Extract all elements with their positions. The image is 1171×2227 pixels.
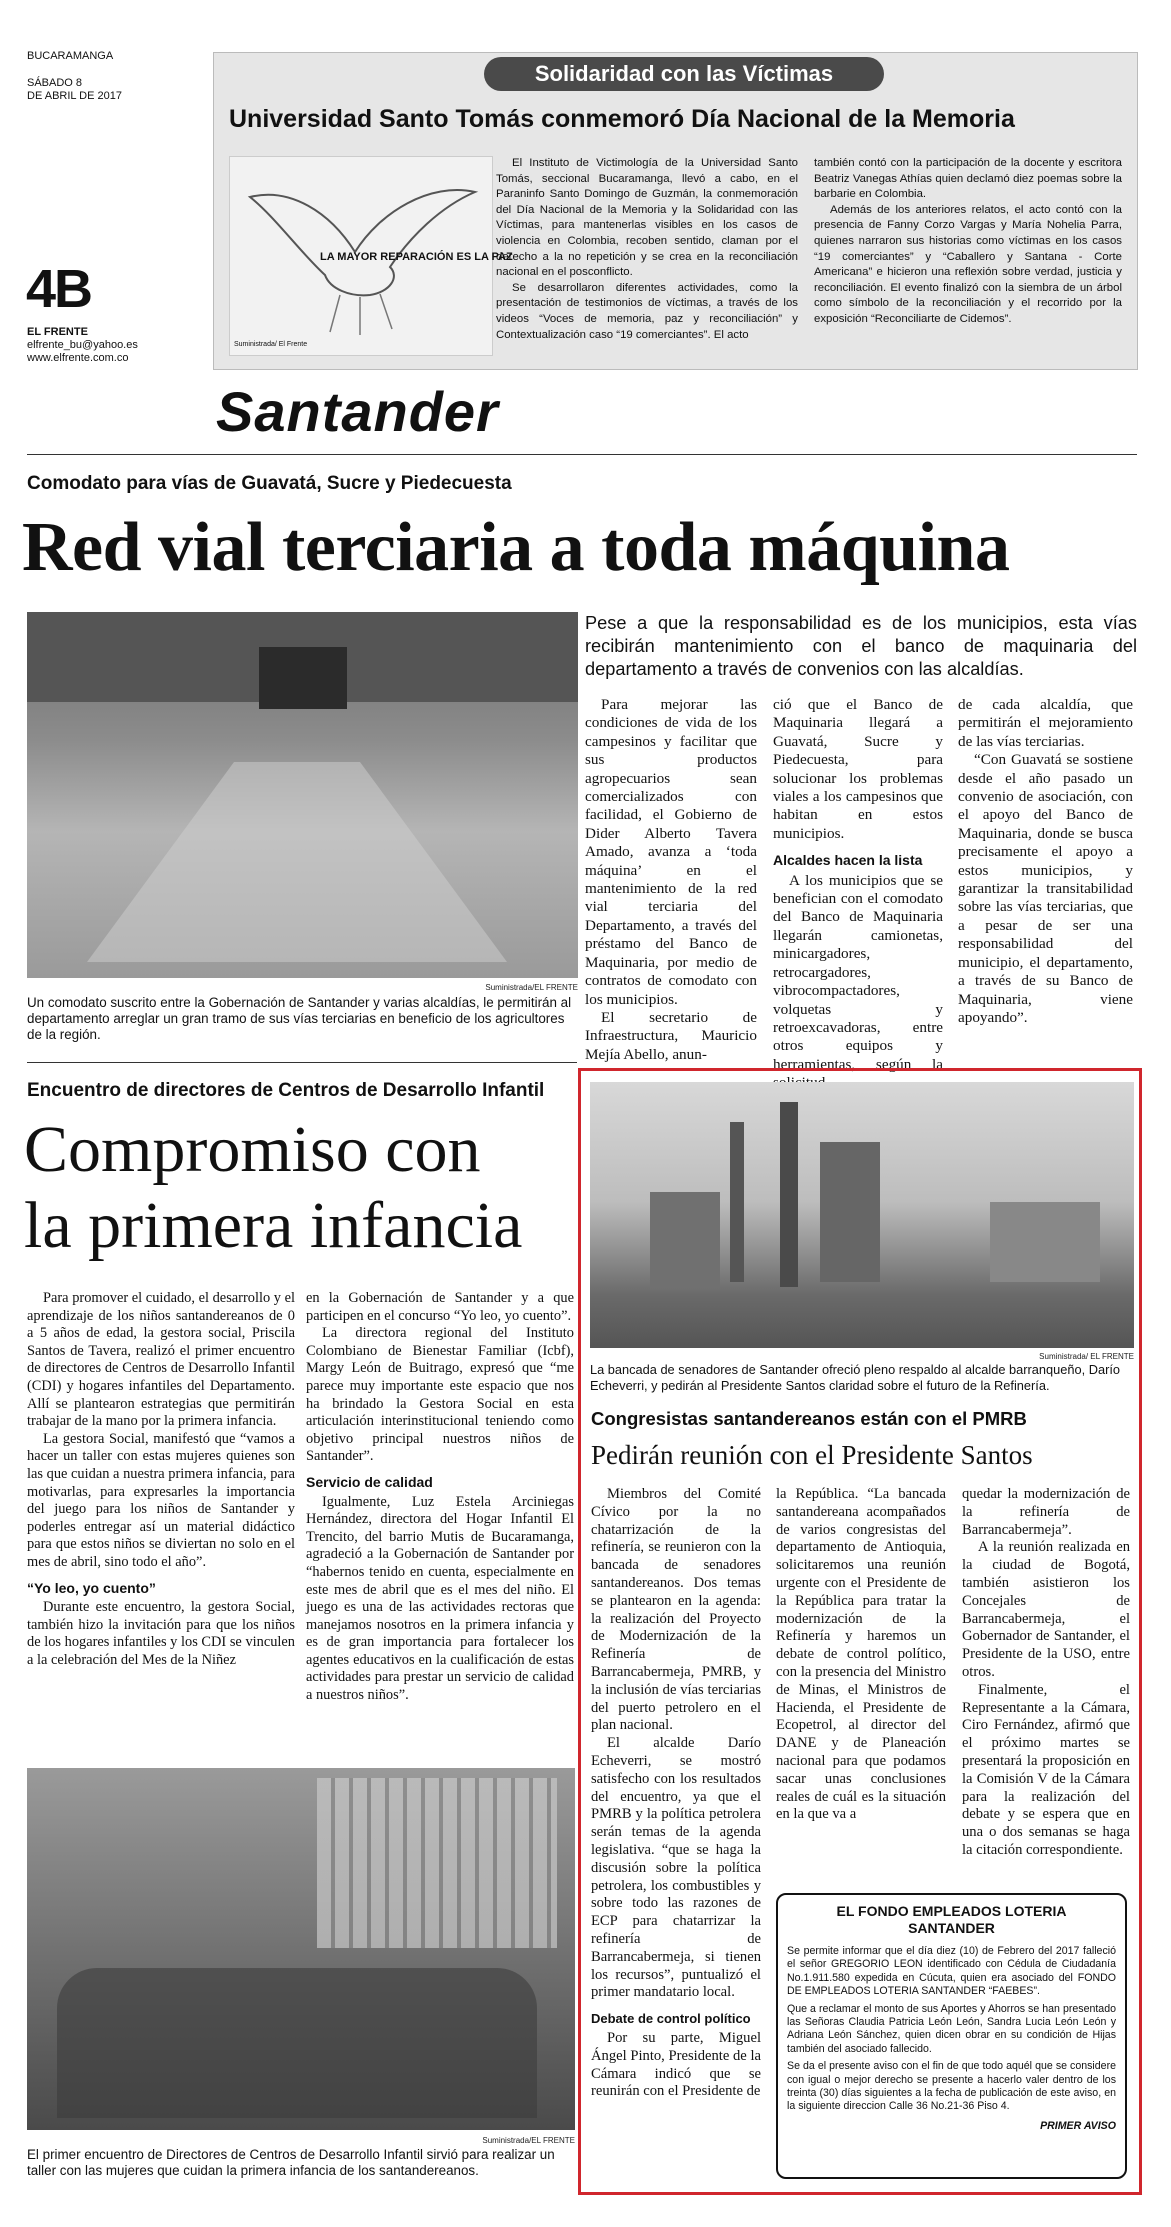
- paragraph: Además de los anteriores relatos, el acto contó con la presencia de Fanny Corzo Vargas y María Nohelia Parra, quienes narraron sus historias como víctimas en los casos “19 comerciantes” y “Caballero y Santana - Corte Americana” e hicieron una reflexión sobre verdad, justicia y reconciliación. El evento finalizó con la siembra de un árbol como símbolo de la reconciliación y el recorrido por la exposición “Reconciliarte de Cidemos”.: [814, 203, 1122, 325]
- paragraph: también contó con la participación de la docente y escritora Beatriz Vanegas Athías quien declamó diez poemas sobre la barbarie en Colombia.: [814, 157, 1122, 201]
- dove-illustration: [229, 156, 513, 356]
- paragraph: La gestora Social, manifestó que “vamos a hacer un taller con estas mujeres quienes son las que cuidan a nuestra primera infancia, para motivarlas, para expresarles la importancia del juego para los niños de Santander y poderles entregar así un material didáctico para que estos niños se diviertan no solo en el mes de abril, sino todo el año”.: [27, 1430, 295, 1570]
- paragraph: Miembros del Comité Cívico por la no chatarrización de la refinería, se reunieron con la bancada de senadores santandereanos. Dos temas se plantearon en la agenda: la realización del Proyecto de Modernización de la Refinería de Barrancabermeja, PMRB, y la inclusión de vías terciarias del puerto petrolero en el plan nacional.: [591, 1486, 761, 1734]
- block-wall: [317, 1778, 557, 1948]
- road-photo: [27, 612, 578, 978]
- notice-title-1: EL FONDO EMPLEADOS LOTERIA: [836, 1903, 1067, 1919]
- paragraph: de cada alcaldía, que permitirán el mejoramiento de las vías terciarias.: [958, 696, 1133, 750]
- lead-headline: Red vial terciaria a toda máquina: [22, 509, 1010, 586]
- city: BUCARAMANGA: [27, 50, 114, 62]
- dateline: [27, 50, 122, 103]
- paragraph: A los municipios que se benefician con el comodato del Banco de Maquinaria llegarán camionetas, minicargadores, retrocargadores, vibrocompactadores, volquetas y retroexcavadoras, entre otros equipos y herramientas, según la: [773, 871, 943, 1073]
- road-shape: [87, 762, 507, 962]
- infancia-column-2: [306, 1290, 574, 1705]
- paragraph: El secretario de Infraestructura, Mauricio Mejía Abello, anun-: [585, 1008, 757, 1063]
- refinery-tower: [780, 1102, 798, 1287]
- victims-headline: Universidad Santo Tomás conmemoró Día Nacional de la Memoria: [229, 105, 1015, 133]
- subhead: “Yo leo, yo cuento”: [27, 1579, 156, 1596]
- photo-credit: Suministrada/ EL FRENTE: [1039, 1352, 1134, 1361]
- lead-deck: Pese a que la responsabilidad es de los municipios, esta vías recibirán mantenimiento con el banco de maquinaria del departamento a través de convenios con las alcaldías.: [585, 613, 1137, 679]
- refinery-unit: [990, 1202, 1100, 1282]
- dove-credit: Suministrada/ El Frente: [234, 341, 308, 348]
- pmrb-column-1: [591, 1486, 761, 2101]
- lead-column-3: [958, 696, 1133, 1027]
- photo-credit: Suministrada/EL FRENTE: [485, 983, 578, 992]
- refinery-photo: [590, 1082, 1134, 1348]
- date-line-1: SÁBADO 8: [27, 77, 83, 89]
- legal-notice-box: [776, 1893, 1127, 2179]
- website-link[interactable]: www.elfrente.com.co: [27, 352, 129, 364]
- children-group: [57, 1968, 537, 2118]
- pmrb-column-2: [776, 1486, 946, 1824]
- infancia-column-1: [27, 1290, 295, 1669]
- dove-caption-text: LA MAYOR REPARACIÓN ES LA PAZ: [320, 251, 513, 263]
- refinery-tower: [730, 1122, 744, 1282]
- paper-name: EL FRENTE: [27, 326, 88, 338]
- paragraph: Para promover el cuidado, el desarrollo y el aprendizaje de los niños santandereanos de 0 a 5 años de edad, la gestora social, Priscila Santos de Tavera, realizó el primer encuentro de directores de Centros de Desarrollo Infantil (CDI) y hogares infantiles del Departamento. Allí se plantearon estrategias que permitirán trabajar de la mano por la primera infancia.: [27, 1290, 295, 1430]
- notice-paragraph: Que a reclamar el monto de sus Aportes y Ahorros se han presentado las Señoras Claudia Patricia León León, Sandra Lucia León León y Adriana León Sánchez, quien dicen obrar en su condición de Hijas también del asociado fallecido.: [787, 2002, 1116, 2055]
- paragraph: Igualmente, Luz Estela Arciniegas Hernández, directora del Hogar Infantil El Trencito, del barrio Mutis de Bucaramanga, agradeció a la Gobernación de Santander por “habernos tenido en cuenta, especialmente en este mes de abril que es el mes del niño. El juego es una de las actividades rectoras que manejamos nosotros en la primera infancia y es de gran importancia para fortalecer los agentes educativos en la cualificación de estas actividades para prestar un servicio de calidad a nuestros niños”.: [306, 1493, 574, 1704]
- victims-column-1: [496, 156, 798, 343]
- page-number: 4B: [26, 259, 92, 319]
- email-link[interactable]: elfrente_bu@yahoo.es: [27, 339, 138, 351]
- victims-article-box: [213, 52, 1138, 370]
- paragraph: Durante este encuentro, la gestora Social, también hizo la invitación para que los niños de los hogares infantiles y los CDI se vinculen a la celebración del Mes de la Niñez: [27, 1599, 295, 1668]
- paragraph: Se desarrollaron diferentes actividades, como la presentación de testimonios de víctimas, a través de los videos “Voces de memoria, paz y reconciliación” y Contextualización caso “19 comerciantes”. El acto: [496, 281, 798, 341]
- pmrb-headline: Pedirán reunión con el Presidente Santos: [591, 1440, 1033, 1470]
- pmrb-kicker: Congresistas santandereanos están con el PMRB: [591, 1408, 1027, 1429]
- headline-line: la primera infancia: [24, 1189, 523, 1262]
- photo-caption: La bancada de senadores de Santander ofreció pleno respaldo al alcalde barranqueño, Darío Echeverri, y pedirán al Presidente Santos claridad sobre el futuro de la Refinería.: [590, 1362, 1121, 1393]
- photo-caption: Un comodato suscrito entre la Gobernación de Santander y varias alcaldías, le permitirán al departamento arreglar un gran tramo de sus vías terciarias en beneficio de los agricultores de la región.: [27, 995, 572, 1042]
- paragraph: El Instituto de Victimología de la Universidad Santo Tomás, seccional Bucaramanga, llevó a cabo, en el Paraninfo Santo Domingo de Guzmán, la conmemoración del Día Nacional de la Memoria y la Solidaridad con las Víctimas, para mantenerlas visibles en los casos de violencia en Colombia, recoben sentido, claman por el derecho a la no repetición y se crea en la reconciliación nacional en el posconflicto.: [496, 157, 798, 279]
- divider: [27, 454, 1137, 455]
- headline-line: Compromiso con: [24, 1113, 481, 1186]
- lead-kicker: Comodato para vías de Guavatá, Sucre y Piedecuesta: [27, 473, 512, 494]
- paragraph: ció que el Banco de Maquinaria llegará a Guavatá, Sucre y Piedecuesta, para solucionar los problemas viales a los campesinos que habitan en estos municipios.: [773, 696, 943, 842]
- paragraph: quedar la modernización de la refinería de Barrancabermeja”.: [962, 1486, 1130, 1538]
- photo-caption: El primer encuentro de Directores de Centros de Desarrollo Infantil sirvió para realizar un taller con las mujeres que cuidan la primera infancia de los santandereanos.: [27, 2147, 555, 2178]
- paragraph: “Con Guavatá se sostiene desde el año pasado un convenio de asociación, con el apoyo del Banco de Maquinaria, donde se busca precisamente el apoyo a estos municipios, y garantizar la transitabilidad sobre las vías terciarias, que a pesar de ser una responsabilidad del municipio, el departamento, a través de su Banco de Maquinaria, viene apoyando”.: [958, 751, 1133, 1026]
- lead-column-1: [585, 696, 757, 1064]
- paragraph: la República. “La bancada santandereana acompañados de varios congresistas del departamento de Antioquia, solicitaremos una reunión urgente con el Presidente de la República para tratar la modernización de la Refinería y haremos un debate de control político, con la presencia del Ministro de Minas, el Ministros de Hacienda, el Presidente de Ecopetrol, al director del DANE y de Planeación nacional para que podamos sacar unas conclusiones reales de cuál es la situación en la que va a: [776, 1486, 946, 1823]
- paragraph: El alcalde Darío Echeverri, se mostró satisfecho con los resultados del encuentro, ya que el PMRB y la política petrolera serán temas de la agenda legislativa. “que se haga la discusión sobre la política petrolera, los combustibles y sobre todo las razones de ECP para chatarrizar la refinería de Barrancabermeja, si tienen los recursos”, puntualizó el primer mandatario local.: [591, 1735, 761, 2001]
- divider: [27, 1062, 577, 1063]
- paragraph: en la Gobernación de Santander y a que participen en el concurso “Yo leo, yo cuento”.: [306, 1290, 574, 1324]
- notice-footer: PRIMER AVISO: [1040, 2119, 1116, 2132]
- paragraph: La directora regional del Instituto Colombiano de Bienestar Familiar (Icbf), Margy León de Buitrago, expresó que “me parece muy importante este espacio que nos ha brindado la Gestora Social en esta articulación interinstitucional teniendo como objetivo principal nuestros niños de Santander”.: [306, 1325, 574, 1465]
- refinery-unit: [650, 1192, 720, 1287]
- contact-block: [27, 326, 138, 365]
- victims-column-2: [814, 156, 1122, 328]
- date-line-2: DE ABRIL DE 2017: [27, 90, 122, 102]
- infancia-kicker: Encuentro de directores de Centros de Desarrollo Infantil: [27, 1080, 545, 1101]
- subhead: Servicio de calidad: [306, 1473, 433, 1490]
- truck-shape: [259, 647, 347, 709]
- notice-paragraph: Se da el presente aviso con el fin de que todo aquél que se considere con igual o mejor derecho se presente a hacerlo valer dentro de los treinta (30) días siguientes a la fecha de publicación de este aviso, en la siguiente direccion Calle 36 No.21-36 Piso 4.: [787, 2060, 1116, 2113]
- notice-paragraph: Se permite informar que el día diez (10) de Febrero del 2017 falleció el señor GREGORIO LEON identificado con Cédula de Ciudadanía No.1.911.580 expedida en Cúcuta, quien era asociado del FONDO DE EMPLEADOS LOTERIA SANTANDER “FAEBES”.: [787, 1945, 1116, 1998]
- subhead: Alcaldes hacen la lista: [773, 852, 923, 869]
- classroom-photo: [27, 1768, 575, 2130]
- paragraph: Para mejorar las condiciones de vida de los campesinos y facilitar que sus productos agropecuarios sean comercializados con facilidad, el Gobierno de Dider Alberto Tavera Amado, avanza a ‘toda máquina’ en el mantenimiento de la red vial terciaria del Departamento, a través del préstamo del Banco de Maquinaria, por medio de contratos de comodato con los municipios.: [585, 696, 757, 1008]
- paragraph: Por su parte, Miguel Ángel Pinto, Presidente de la Cámara indicó que se reunirán con el Presidente de: [591, 2029, 761, 2100]
- photo-credit: Suministrada/EL FRENTE: [482, 2136, 575, 2145]
- victims-kicker: Solidaridad con las Víctimas: [484, 57, 884, 91]
- notice-title-2: SANTANDER: [908, 1920, 995, 1936]
- paragraph: Finalmente, el Representante a la Cámara, Ciro Fernández, afirmó que el próximo martes se presentará la proposición en la Comisión V de la Cámara para la realización del debate y se espera que en una o dos semanas se haga la citación correspondiente.: [962, 1681, 1130, 1858]
- subhead: Debate de control político: [591, 2011, 751, 2027]
- lead-column-2: [773, 696, 943, 1093]
- paragraph: A la reunión realizada en la ciudad de Bogotá, también asistieron los Concejales de Barrancabermeja, el Gobernador de Santander, el Presidente de la USO, entre otros.: [962, 1539, 1130, 1680]
- infancia-headline: [24, 1112, 522, 1264]
- pmrb-column-3: [962, 1486, 1130, 1860]
- section-title: Santander: [216, 380, 499, 443]
- refinery-unit: [820, 1142, 880, 1282]
